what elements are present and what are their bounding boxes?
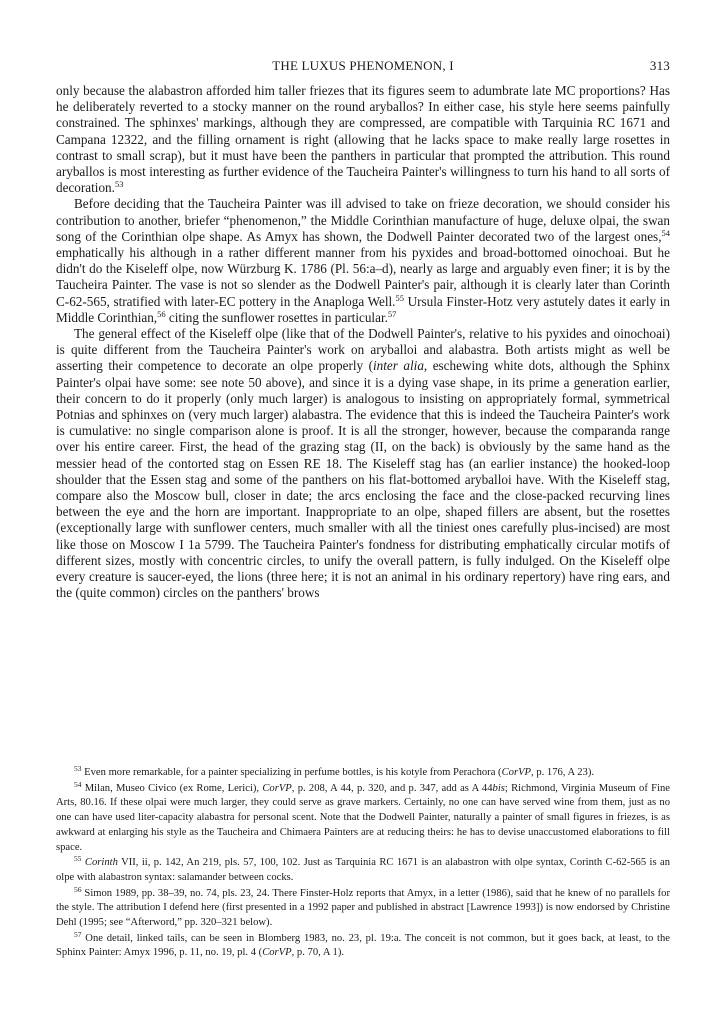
paragraph-3: [56, 326, 670, 601]
paragraph-1: [56, 83, 670, 196]
footnote-text: One detail, linked tails, can be seen in Blomberg 1983, no. 23, pl. 19:a. The conceit is not common, but it goes back, at least, to the Sphinx Painter: Amyx 1996, p. 11, no. 19, pl. 4 (: [56, 932, 670, 959]
paragraph-2-text-b: emphatically his although in a rather different manner from his pyxides and broad-bottomed oinochoai. But he didn't do the Kiseleff olpe, now Würzburg K. 1786 (Pl. 56:a–d), nearly as large and arguably even finer; it is by the Taucheira Painter. The vase is not so slender as the Dodwell Painter's pair, although it is clearly later than Corinth C-62-565, stratified with later-EC pottery in the Anaploga Well.: [56, 245, 670, 309]
footnote-italic: CorVP: [262, 947, 292, 959]
footnote-56: [56, 884, 670, 931]
footnote-text: VII, ii, p. 142, An 219, pls. 57, 100, 102. Just as Tarquinia RC 1671 is an alabastron with olpe syntax, Corinth C-62-565 is an olpe with alabastron syntax: salamander between cocks.: [56, 857, 670, 883]
paragraph-2-text-d: citing the sunflower rosettes in particular.: [165, 309, 388, 325]
footnote-number: 56: [74, 884, 82, 894]
page-number: 313: [649, 58, 670, 73]
footnote-53: [56, 766, 670, 781]
footnote-text: , p. 70, A 1).: [291, 947, 345, 959]
paragraph-2: [56, 196, 670, 326]
paragraph-3-italic: inter alia: [373, 358, 424, 374]
paragraph-2-text-a: Before deciding that the Taucheira Painter was ill advised to take on frieze decoration, we should consider his contribution to another, briefer “phenomenon,” the Middle Corinthian manufacture of huge, deluxe olpai, the swan song of the Corinthian olpe shape. As Amyx has shown, the Dodwell Painter decorated two of the largest ones,: [56, 196, 670, 244]
footnote-ref-53[interactable]: 53: [114, 179, 124, 190]
body-text: [56, 83, 670, 602]
footnote-text: Even more remarkable, for a painter specializing in perfume bottles, is his kotyle from Perachora (: [84, 767, 502, 778]
footnote-italic: Corinth: [84, 857, 118, 869]
paragraph-2-text-c: Ursula Finster-Hotz very astutely dates it early in Middle Corinthian,: [56, 293, 670, 325]
footnote-54: [56, 779, 670, 856]
footnote-number: 57: [74, 929, 82, 939]
paragraph-1-text: only because the alabastron afforded him taller friezes that its figures seem to adumbrate late MC proportions? Has he deliberately reverted to a stocky manner on the round aryballos? In either case, his style here seems painfully constrained. The sphinxes' markings, although they are compressed, are compatible with Tarquinia RC 1671 and Campana 12322, and the filling ornament is right (allowing that he lacks space to make really large rosettes in contrast to small scrap), but it must have been the panthers in particular that prompted the attribution. This round aryballos is most interesting as further evidence of the Taucheira Painter's willingness to turn his hand to all sorts of decoration.: [56, 83, 670, 196]
footnote-text: , p. 208, A 44, p. 320, and p. 347, add as A 44: [291, 782, 493, 794]
footnote-text: ; Richmond, Virginia Museum of Fine Arts, 80.16. If these olpai were much larger, they could serve as grave markers. Certainly, no one can have served wine from them, just as no one can have used liter-capacity alabastra for personal scent. Note that the Dodwell Painter, naturally a painter of small figures in friezes, is as awkward at enlarging his style as the Taucheira and Chimaera Painters are at reducing theirs: he has to devise unaccustomed elaborations to fill space.: [56, 782, 670, 853]
footnote-ref-55[interactable]: 55: [395, 292, 404, 303]
footnote-italic: CorVP: [262, 782, 292, 794]
footnote-number: 54: [74, 779, 82, 789]
footnote-text: Milan, Museo Civico (ex Rome, Lerici),: [84, 782, 263, 794]
footnote-number: 55: [74, 854, 82, 864]
footnote-57: [56, 929, 670, 961]
footnote-text: , p. 176, A 23).: [531, 767, 594, 778]
footnote-ref-56[interactable]: 56: [157, 308, 166, 319]
footnote-ref-54[interactable]: 54: [661, 227, 670, 238]
footnote-text: Simon 1989, pp. 38–39, no. 74, pls. 23, 24. There Finster-Holz reports that Amyx, in a letter (1986), said that he knew of no parallels for the style. The attribution I defend here (first presented in a 1992 paper and published in abstract [Lawrence 1993]) is now endorsed by Christine Dehl (1995; see “Afterword,” pp. 320–321 below).: [56, 887, 670, 929]
running-head: [56, 58, 670, 78]
footnotes: [56, 766, 670, 962]
paragraph-3-text-b: , eschewing white dots, although the Sphinx Painter's olpai have some: see note 50 above), and since it is a dying vase shape, in its prime a generation earlier, their concern to do it properly (only much larger) is analogous to insisting on appropriately formal, symmetrical Potnias and sphinxes on (very much larger) alabastra. The evidence that this is indeed the Taucheira Painter's work is cumulative: no single comparison alone is proof. It is all the stronger, however, because the comparanda range over his entire career. First, the head of the grazing stag (II, on the back) is obviously by the same hand as the messier head of the contorted stag on Essen RE 18. The Kiseleff stag has (an earlier instance) the hooked-loop shoulder that the Essen stag and some of the panthers on his flat-bottomed aryballoi have. With the Kiseleff stag, compare also the Moscow bull, closer in date; the arcs enclosing the face and the close-packed recurving lines between the eye and the horn are important. Inappropriate to an olpe, shaped fillers are absent, but the rosettes (exceptionally large with sunflower centers, much smaller with all the tiniest ones carefully plus-incised) are most like those on Moscow I 1a 5799. The Taucheira Painter's fondness for distributing emphatically circular motifs of different sizes, mostly with concentric circles, to unify the overall pattern, is fully indulged. On the Kiseleff olpe every creature is saucer-eyed, the lions (three here; it is not an animal in his ordinary repertory) have ring ears, and the (quite common) circles on the panthers' brows: [56, 358, 670, 601]
paragraph-3-text-a: The general effect of the Kiseleff olpe (like that of the Dodwell Painter's, relative to his pyxides and oinochoai) is quite different from the Taucheira Painter's work on aryballoi and alabastra. Both artists might as well be asserting their competence to decorate an olpe properly (: [56, 326, 670, 374]
footnote-number: 53: [74, 764, 82, 773]
footnote-italic: CorVP: [501, 767, 532, 778]
footnote-italic: bis: [492, 782, 505, 794]
footnote-55: [56, 856, 670, 885]
footnote-ref-57[interactable]: 57: [387, 308, 397, 319]
running-title: THE LUXUS PHENOMENON, I: [272, 58, 454, 73]
